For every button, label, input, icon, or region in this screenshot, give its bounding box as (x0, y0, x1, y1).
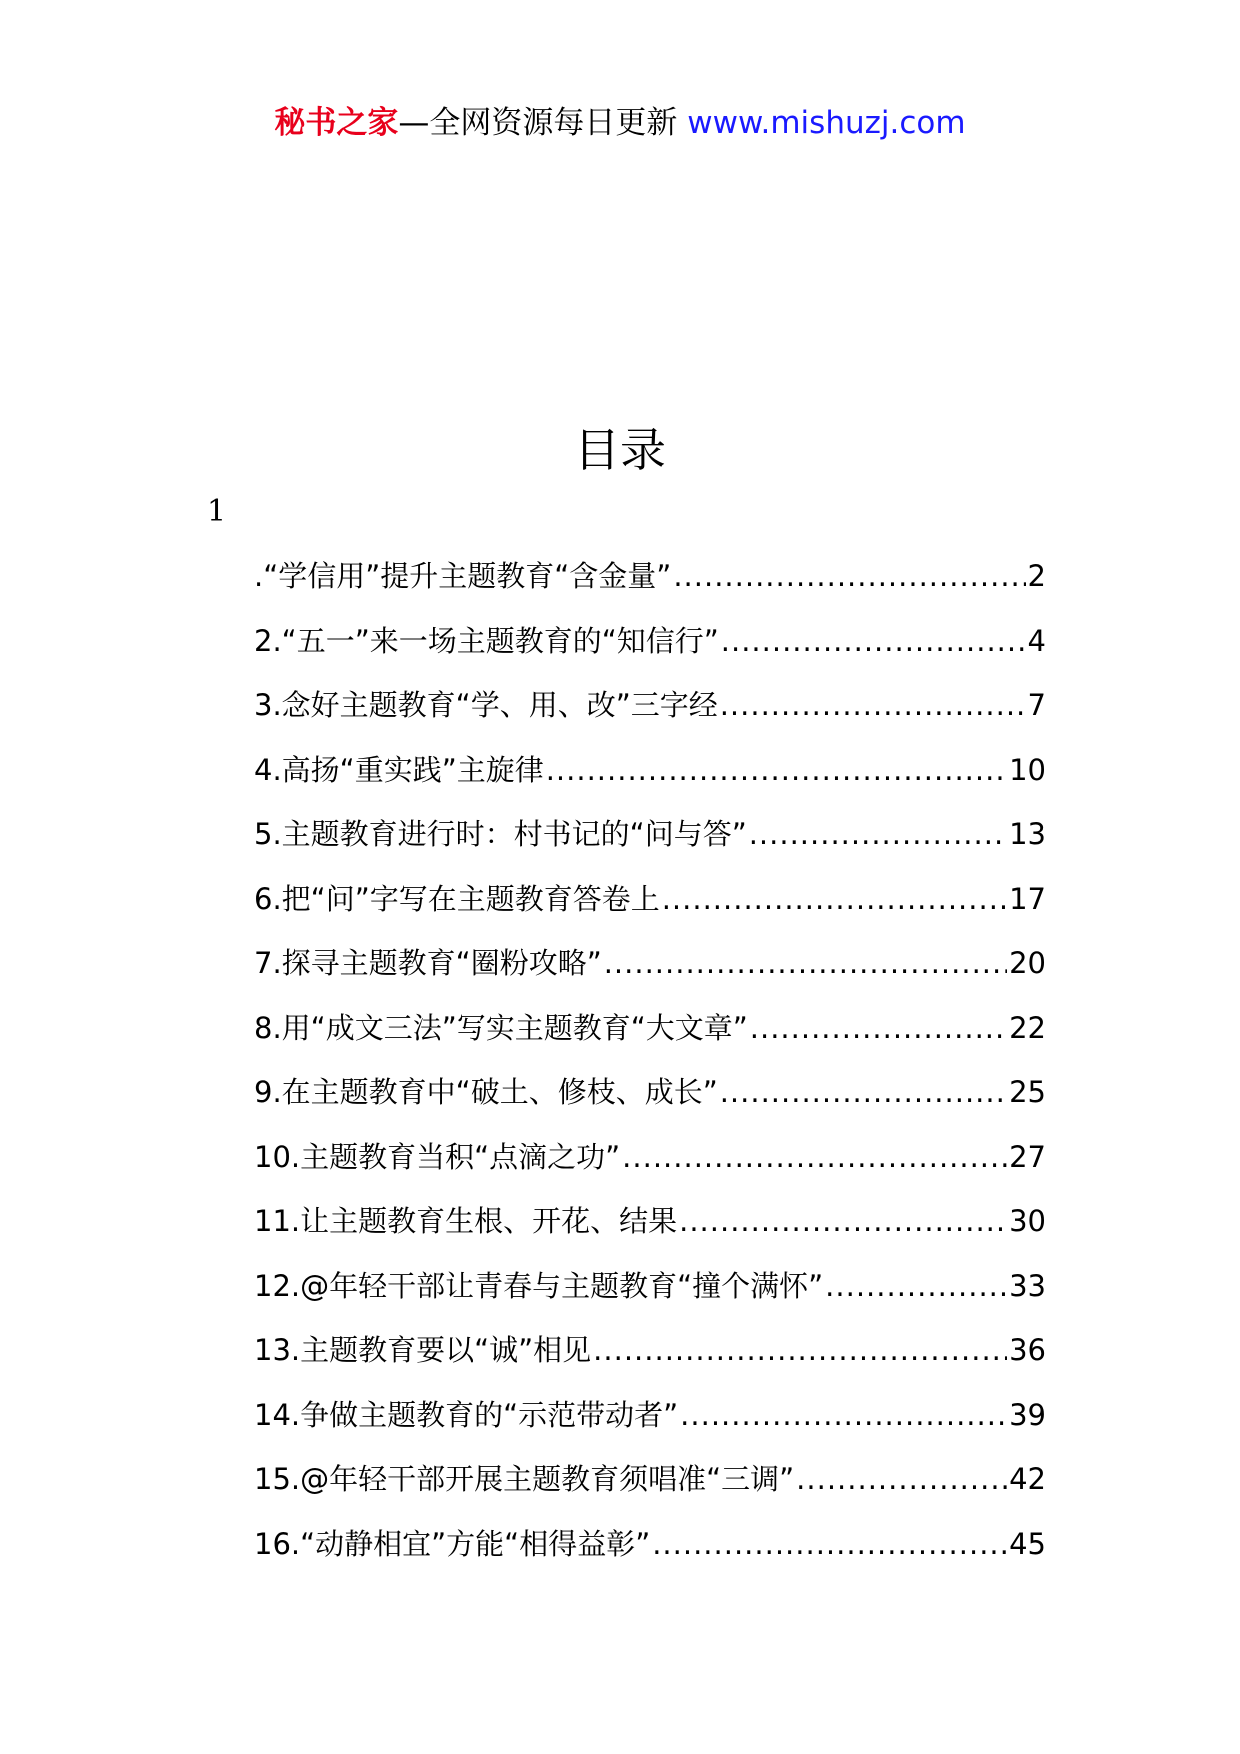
toc-entry-12[interactable] (254, 1263, 1046, 1328)
toc-entry-11[interactable] (254, 1198, 1046, 1263)
toc-dot-leader (750, 1005, 1007, 1051)
toc-dot-leader (604, 940, 1007, 986)
toc-dot-leader (593, 1327, 1007, 1373)
toc-dot-leader (652, 1521, 1007, 1567)
toc-entry-title: 4.高扬“重实践”主旋律 (254, 752, 544, 787)
toc-entry-title: 9.在主题教育中“破土、修枝、成长” (254, 1075, 718, 1109)
toc-dot-leader (720, 682, 1026, 728)
toc-marker: 1 (207, 494, 227, 529)
toc-entry-title: 16.“动静相宜”方能“相得益彰” (254, 1526, 651, 1561)
toc-entry-title: 13.主题教育要以“诚”相见 (254, 1333, 592, 1367)
toc-entry-title: 7.探寻主题教育“圈粉攻略” (254, 946, 602, 980)
toc-entry-page: 13 (1009, 817, 1046, 851)
toc-dot-leader (720, 1069, 1007, 1115)
toc-entry-title: .“学信用”提升主题教育“含金量” (254, 559, 672, 593)
toc-entry-title: 14.争做主题教育的“示范带动者” (254, 1397, 679, 1432)
toc-dot-leader (796, 1456, 1007, 1502)
toc-entry-7[interactable] (254, 940, 1046, 1005)
toc-entry-page: 36 (1009, 1333, 1046, 1367)
toc-entry-2[interactable] (254, 618, 1046, 683)
toc-entry-title: 8.用“成文三法”写实主题教育“大文章” (254, 1010, 748, 1045)
toc-entry-1[interactable] (254, 553, 1046, 618)
toc-entry-page: 33 (1009, 1268, 1046, 1303)
toc-entry-page: 25 (1009, 1075, 1046, 1109)
toc-entry-page: 2 (1027, 559, 1046, 593)
toc-entry-title: 12.@年轻干部让青春与主题教育“撞个满怀” (254, 1268, 824, 1303)
toc-dot-leader (749, 811, 1007, 857)
toc-entry-title: 15.@年轻干部开展主题教育须唱准“三调” (254, 1462, 795, 1496)
toc-entry-page: 45 (1009, 1526, 1046, 1561)
toc-entry-3[interactable] (254, 682, 1046, 747)
toc-dot-leader (622, 1134, 1007, 1180)
toc-entry-title: 5.主题教育进行时：村书记的“问与答” (254, 817, 747, 851)
toc-entry-13[interactable] (254, 1327, 1046, 1392)
toc-dot-leader (546, 747, 1007, 793)
brand-name: 秘书之家 (274, 105, 399, 141)
toc-entry-title: 2.“五一”来一场主题教育的“知信行” (254, 623, 719, 658)
toc-entry-page: 22 (1009, 1010, 1046, 1045)
website-link[interactable]: www.mishuzj.com (687, 105, 966, 141)
toc-entry-page: 17 (1009, 881, 1046, 916)
toc-entry-page: 27 (1009, 1139, 1046, 1174)
toc-entry-page: 42 (1009, 1462, 1046, 1496)
header-slogan: —全网资源每日更新 (398, 105, 678, 141)
toc-entry-page: 39 (1009, 1397, 1046, 1432)
toc-entry-5[interactable] (254, 811, 1046, 876)
toc-entry-8[interactable] (254, 1005, 1046, 1070)
toc-dot-leader (679, 1198, 1007, 1244)
toc-entry-16[interactable] (254, 1521, 1046, 1586)
toc-entry-14[interactable] (254, 1392, 1046, 1457)
toc-entry-title: 11.让主题教育生根、开花、结果 (254, 1204, 678, 1238)
toc-entry-page: 10 (1009, 752, 1046, 787)
toc-title: 目录 (574, 423, 666, 477)
toc-entry-page: 20 (1009, 946, 1046, 980)
toc-dot-leader (825, 1263, 1007, 1309)
toc-entry-9[interactable] (254, 1069, 1046, 1134)
toc-entry-10[interactable] (254, 1134, 1046, 1199)
toc-entry-page: 4 (1027, 623, 1046, 658)
toc-entry-title: 6.把“问”字写在主题教育答卷上 (254, 881, 660, 916)
toc-entry-title: 3.念好主题教育“学、用、改”三字经 (254, 688, 718, 722)
toc-entry-page: 7 (1027, 688, 1046, 722)
toc-entry-15[interactable] (254, 1456, 1046, 1521)
toc-entry-title: 10.主题教育当积“点滴之功” (254, 1139, 621, 1174)
toc-entry-page: 30 (1009, 1204, 1046, 1238)
toc-dot-leader (680, 1392, 1007, 1438)
toc-dot-leader (662, 876, 1007, 922)
toc-entry-4[interactable] (254, 747, 1046, 812)
page-header (0, 100, 1240, 146)
toc-dot-leader (721, 618, 1026, 664)
toc-dot-leader (673, 553, 1025, 599)
toc-entry-6[interactable] (254, 876, 1046, 941)
toc-list (254, 553, 1046, 1585)
